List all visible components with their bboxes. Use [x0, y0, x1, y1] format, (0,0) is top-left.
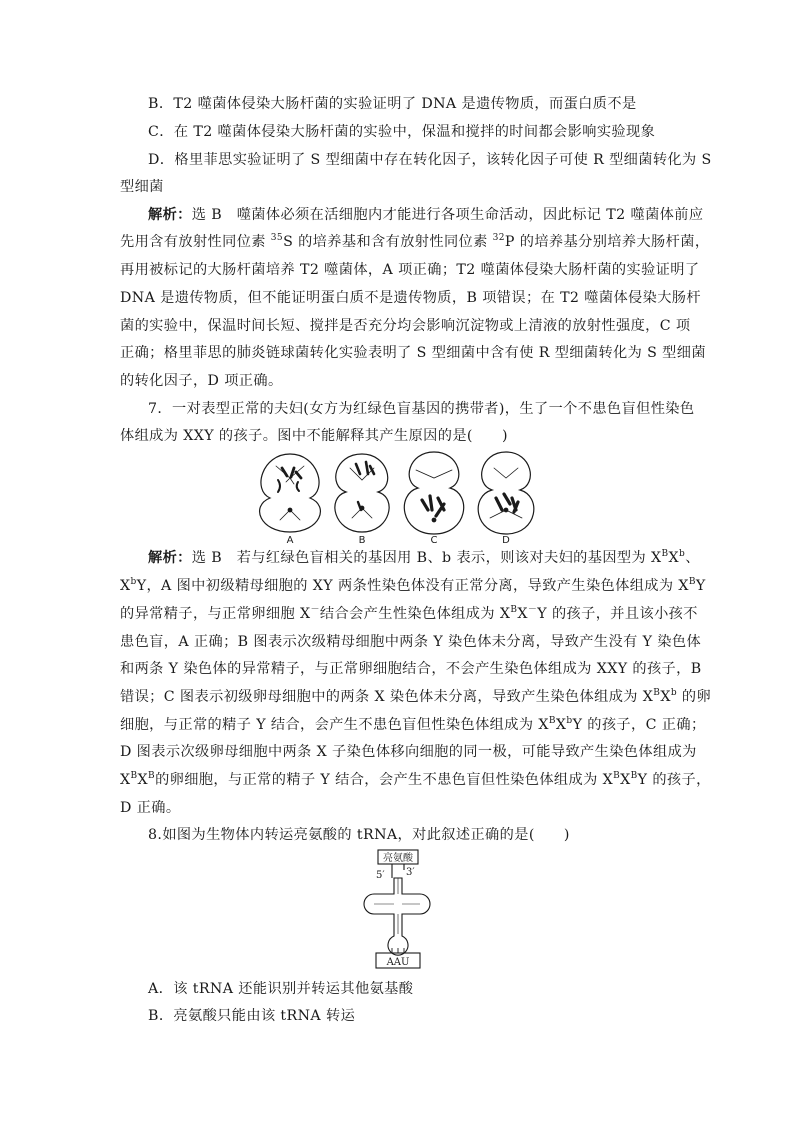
isotope-mass: 32 [492, 233, 505, 243]
q6-option-d-cont: 型细菌 [120, 179, 164, 195]
q7-analysis-line: 和两条 Y 染色体的异常精子，与正常卵细胞结合，不会产生染色体组成为 XXY 的孩子，B [120, 661, 702, 677]
q8-option-a: A．该 tRNA 还能识别并转运其他氨基酸 [148, 981, 414, 997]
q7-analysis-line: D 图表示次级卵母细胞中两条 X 子染色体移向细胞的同一极，可能导致产生染色体组成为 [120, 744, 697, 760]
q6-analysis-line: DNA 是遗传物质，但不能证明蛋白质不是遗传物质，B 项错误；在 T2 噬菌体侵染大肠杆 [120, 290, 701, 306]
meiosis-figure [258, 448, 548, 544]
isotope-mass: 35 [270, 233, 284, 243]
q7-analysis-line: $X^bY$，A 图中初级精母细胞的 XY 两条性染色体没有正常分离，导致产生染色体组成为 $X^BY$ [120, 577, 706, 594]
figure-label: D [502, 535, 510, 544]
q6-option-b: B．T2 噬菌体侵染大肠杆菌的实验证明了 DNA 是遗传物质，而蛋白质不是 [148, 96, 637, 112]
q6-analysis-line: 正确；格里菲思的肺炎链球菌转化实验表明了 S 型细菌中含有使 R 型细菌转化为 S 型细菌 [120, 345, 706, 361]
figure-label: B [358, 535, 366, 544]
anticodon-label: AAU [386, 957, 410, 968]
amino-acid-label: 亮氨酸 [383, 853, 413, 864]
q6-option-d: D．格里菲思实验证明了 S 型细菌中存在转化因子，该转化因子可使 R 型细菌转化为 S [148, 152, 712, 168]
q6-analysis-line: 再用被标记的大肠杆菌培养 T2 噬菌体，A 项正确；T2 噬菌体侵染大肠杆菌的实验证明了 [120, 262, 700, 278]
q7-analysis-line: 错误；C 图表示初级卵母细胞中的两条 X 染色体未分离，导致产生染色体组成为 $X^BX^b$ 的卵 [120, 688, 712, 705]
analysis-answer: 选 B [191, 207, 223, 223]
q7-analysis-line: 细胞，与正常的精子 Y 结合，会产生不患色盲但性染色体组成为 $X^BX^bY$ 的孩子，C 正确； [120, 716, 706, 733]
q7-analysis-line: 的异常精子，与正常卵细胞 X－结合会产生性染色体组成为 $X^BX^-Y$ 的孩子，并且该小孩不 [120, 605, 698, 622]
q6-analysis-line: 解析：选 B 噬菌体必须在活细胞内才能进行各项生命活动，因此标记 T2 噬菌体前应 [148, 207, 704, 223]
q6-analysis-line: 的转化因子，D 项正确。 [120, 373, 283, 389]
cell-a-diagram [260, 454, 321, 532]
figure-label: C [430, 535, 438, 544]
q8-stem: 8.如图为生物体内转运亮氨酸的 tRNA，对此叙述正确的是( ) [148, 827, 570, 843]
analysis-answer: 选 B [191, 550, 223, 566]
cell-b-diagram [335, 454, 389, 532]
cell-c-diagram [404, 452, 463, 534]
trna-cloverleaf [364, 878, 430, 955]
q7-analysis-line: 解析：选 B 若与红绿色盲相关的基因用 B、b 表示，则该对夫妇的基因型为 $X^BX^b$、 [148, 549, 700, 566]
trna-figure [348, 848, 448, 970]
q6-analysis-line: 菌的实验中，保温时间长短、搅拌是否充分均会影响沉淀物或上清液的放射性强度，C 项 [120, 318, 691, 334]
five-prime-label: 5′ [376, 870, 385, 881]
q6-option-c: C．在 T2 噬菌体侵染大肠杆菌的实验中，保温和搅拌的时间都会影响实验现象 [148, 124, 656, 140]
cell-d-diagram [478, 452, 534, 534]
analysis-label: 解析： [148, 207, 192, 223]
q7-analysis-line: $X^BX^B$的卵细胞，与正常的精子 Y 结合，会产生不患色盲但性染色体组成为 $X^BX^BY$ 的孩子， [120, 771, 711, 788]
figure-label: A [286, 535, 294, 544]
q7-stem: 7．一对表型正常的夫妇(女方为红绿色盲基因的携带者)，生了一个不患色盲但性染色 [148, 401, 695, 417]
q7-analysis-line: D 正确。 [120, 800, 181, 816]
question-number: 7． [148, 401, 173, 417]
analysis-label: 解析： [148, 550, 192, 566]
q7-analysis-line: 患色盲，A 正确；B 图表示次级精母细胞中两条 Y 染色体未分离，导致产生没有 Y 染色体 [120, 634, 702, 650]
q8-option-b: B．亮氨酸只能由该 tRNA 转运 [148, 1008, 356, 1024]
three-prime-label: 3′ [406, 867, 415, 878]
q6-analysis-line: 先用含有放射性同位素 $^{35}$S 的培养基和含有放射性同位素 $^{32}$P 的培养基分别培养大肠杆菌， [120, 233, 710, 250]
q7-stem-cont: 体组成为 XXY 的孩子。图中不能解释其产生原因的是( ) [120, 428, 508, 444]
